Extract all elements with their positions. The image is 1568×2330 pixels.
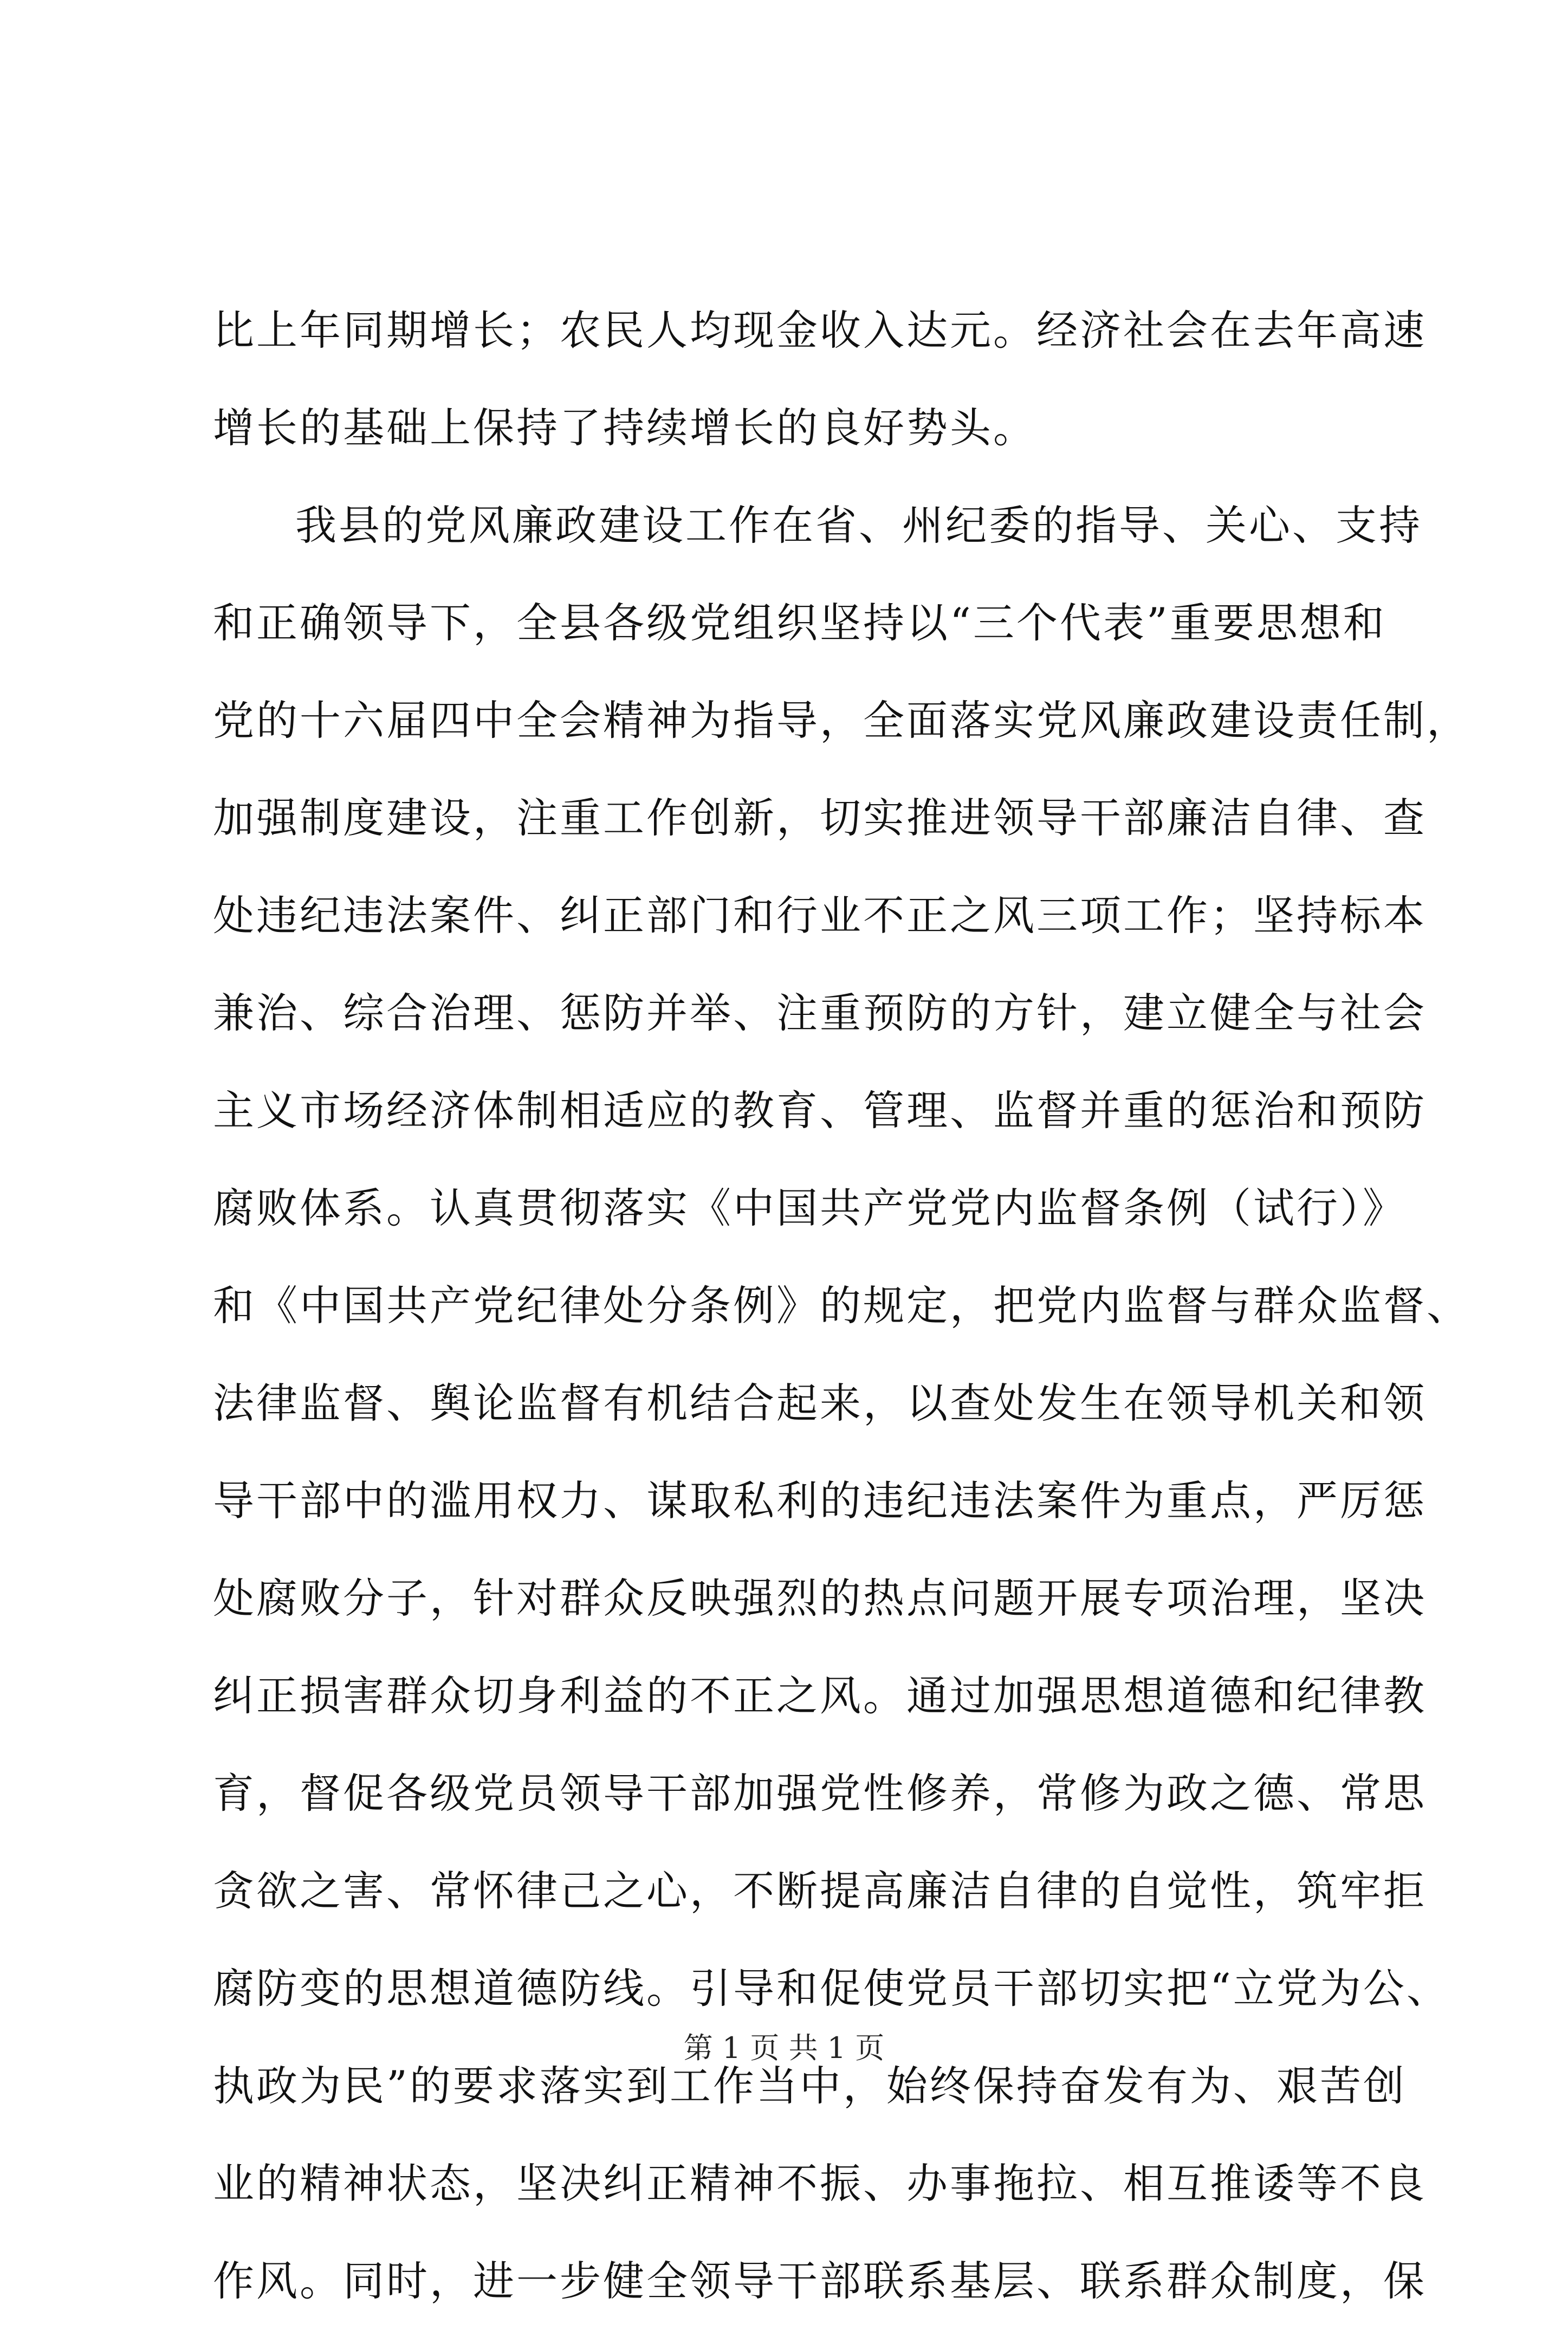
text-line: 业的精神状态，坚决纠正精神不振、办事拖拉、相互推诿等不良 [213,2159,1427,2208]
text-line: 处违纪违法案件、纠正部门和行业不正之风三项工作；坚持标本 [213,891,1427,940]
text-line: 加强制度建设，注重工作创新，切实推进领导干部廉洁自律、查 [213,794,1427,842]
page-number-label: 第 1 页 共 1 页 [683,2031,885,2065]
text-line: 腐败体系。认真贯彻落实《中国共产党党内监督条例（试行）》 [213,1184,1406,1232]
text-line: 腐防变的思想道德防线。引导和促使党员干部切实把“立党为公、 [213,1964,1450,2012]
text-line: 导干部中的滥用权力、谋取私利的违纪违法案件为重点，严厉惩 [213,1477,1427,1525]
text-line: 兼治、综合治理、惩防并举、注重预防的方针，建立健全与社会 [213,989,1427,1037]
text-line: 比上年同期增长；农民人均现金收入达元。经济社会在去年高速 [213,306,1427,354]
text-line: 和《中国共产党纪律处分条例》的规定，把党内监督与群众监督、 [213,1282,1470,1330]
paragraph-first-line: 我县的党风廉政建设工作在省、州纪委的指导、关心、支持 [295,501,1422,549]
text-line: 处腐败分子，针对群众反映强烈的热点问题开展专项治理，坚决 [213,1574,1427,1622]
text-line: 纠正损害群众切身利益的不正之风。通过加强思想道德和纪律教 [213,1672,1427,1720]
text-line: 增长的基础上保持了持续增长的良好势头。 [213,404,1036,452]
page-footer [0,2029,1568,2067]
text-line: 法律监督、舆论监督有机结合起来，以查处发生在领导机关和领 [213,1379,1427,1427]
text-line: 贪欲之害、常怀律己之心，不断提高廉洁自律的自觉性，筑牢拒 [213,1867,1427,1915]
text-line: 党的十六届四中全会精神为指导，全面落实党风廉政建设责任制， [213,696,1470,745]
text-line: 育，督促各级党员领导干部加强党性修养，常修为政之德、常思 [213,1769,1427,1817]
body-text [213,282,1470,2330]
text-line: 主义市场经济体制相适应的教育、管理、监督并重的惩治和预防 [213,1086,1427,1135]
text-line: 作风。同时，进一步健全领导干部联系基层、联系群众制度，保 [213,2257,1427,2305]
text-line: 和正确领导下，全县各级党组织坚持以“三个代表”重要思想和 [213,599,1386,647]
text-line: 执政为民”的要求落实到工作当中，始终保持奋发有为、艰苦创 [213,2062,1407,2110]
